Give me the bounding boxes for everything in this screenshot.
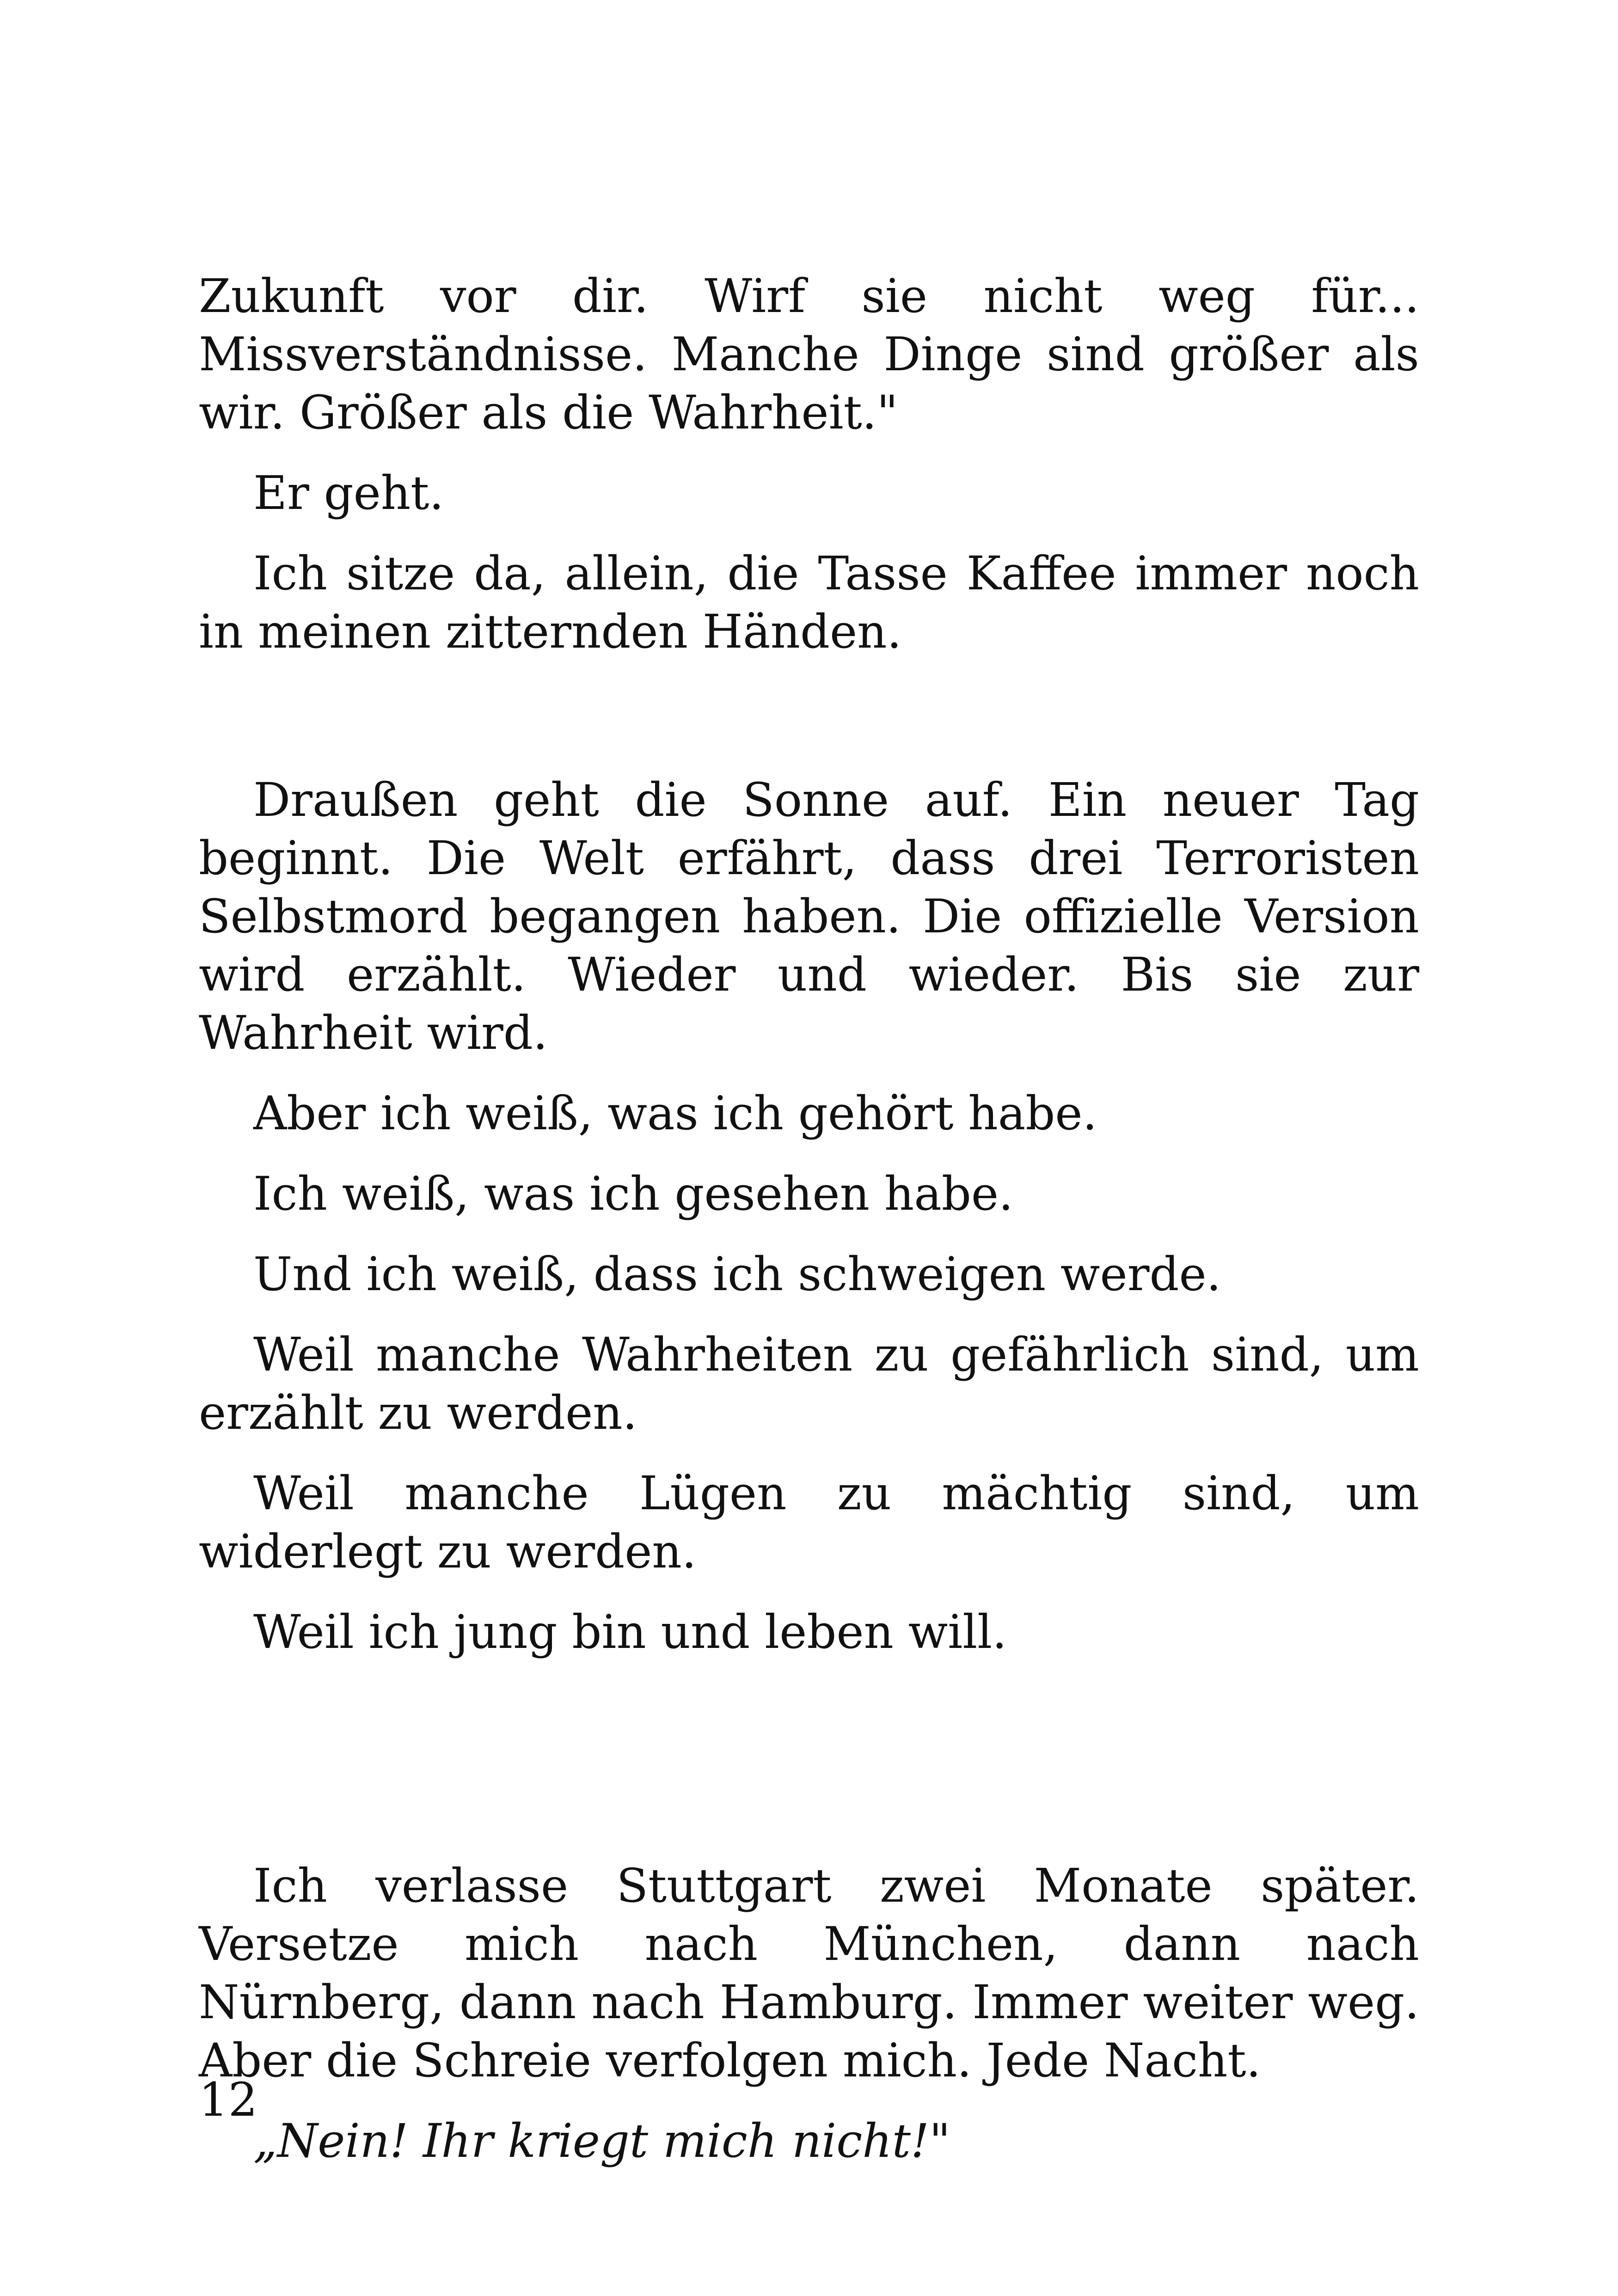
paragraph: Ich sitze da, allein, die Tasse Kaffee immer noch in meinen zitternden Händen. (199, 546, 1419, 659)
italic-quote-paragraph: „Nein! Ihr kriegt mich nicht!" (253, 2114, 951, 2168)
paragraph: Und ich weiß, dass ich schweigen werde. (253, 1247, 1221, 1301)
paragraph: Draußen geht die Sonne auf. Ein neuer Tag beginnt. Die Welt erfährt, dass drei Terroristen Selbstmord begangen haben. Die offizielle Version wird erzählt. Wieder und wieder. Bis sie zur Wahrheit wird. (199, 773, 1419, 1060)
paragraph: Er geht. (253, 466, 444, 520)
paragraph: Aber ich weiß, was ich gehört habe. (253, 1086, 1097, 1140)
section-break (199, 1684, 1419, 1857)
body-text (199, 267, 1419, 2192)
section-break (199, 683, 1419, 771)
paragraph: Weil manche Wahrheiten zu gefährlich sind, um erzählt zu werden. (199, 1328, 1419, 1440)
paragraph: Weil manche Lügen zu mächtig sind, um widerlegt zu werden. (199, 1466, 1419, 1579)
paragraph: Weil ich jung bin und leben will. (253, 1605, 1007, 1659)
paragraph: Ich weiß, was ich gesehen habe. (253, 1167, 1013, 1221)
paragraph: Ich verlasse Stuttgart zwei Monate später. Versetze mich nach München, dann nach Nürnberg, dann nach Hamburg. Immer weiter weg. Aber die Schreie verfolgen mich. Jede Nacht. (199, 1859, 1419, 2088)
paragraph: Zukunft vor dir. Wirf sie nicht weg für... Missverständnisse. Manche Dinge sind größer als wir. Größer als die Wahrheit." (199, 269, 1419, 440)
page-number: 12 (199, 2073, 258, 2127)
